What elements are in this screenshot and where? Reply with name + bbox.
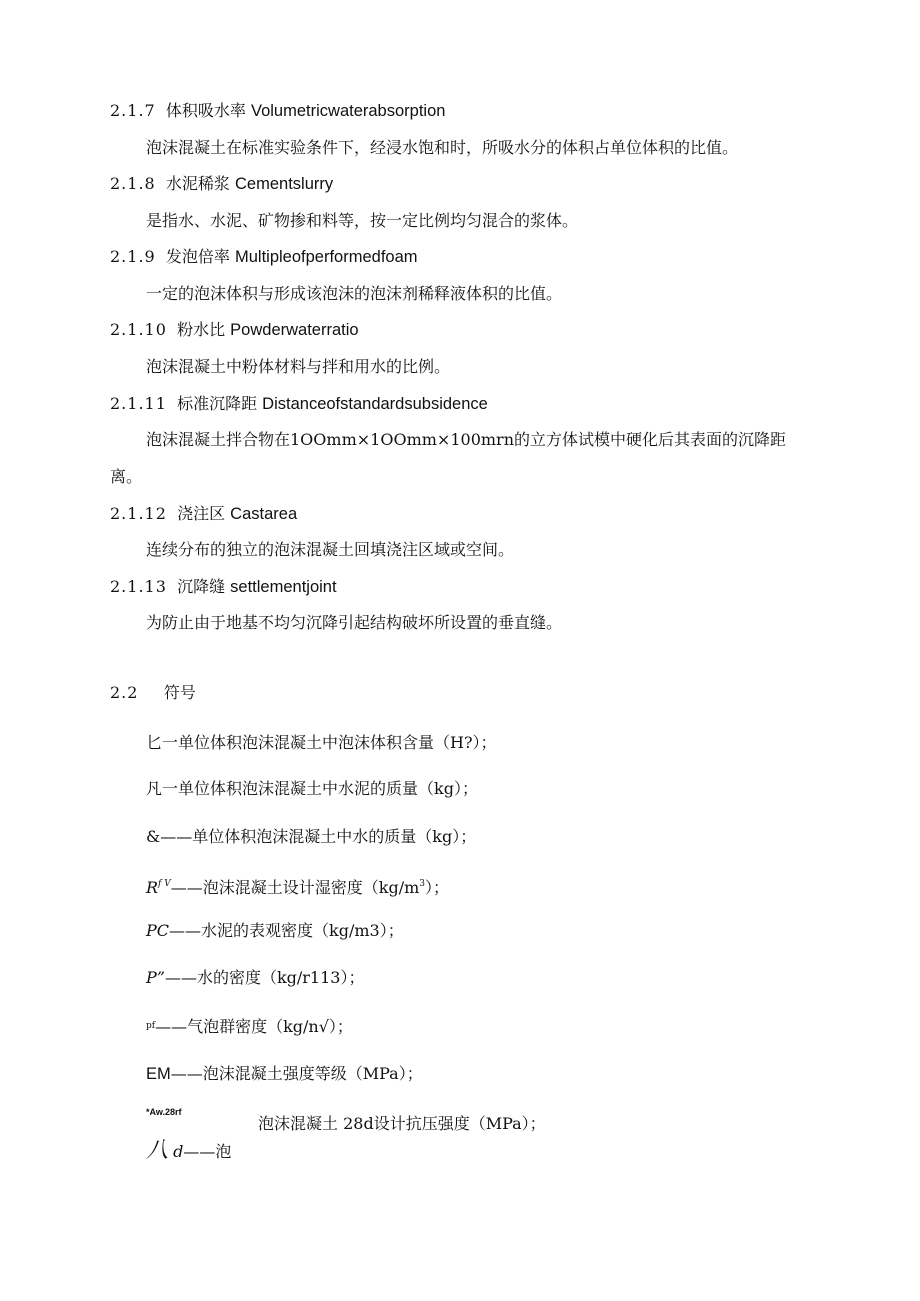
term-definition: 泡沫混凝土中粉体材料与拌和用水的比例。 — [146, 357, 451, 376]
symbol: 凡 — [146, 779, 163, 798]
symbol-description: ——泡沫混凝土设计湿密度（kg∕m — [170, 878, 420, 897]
term-chinese: 体积吸水率 — [165, 101, 246, 120]
term-number: 2.1.8 — [110, 174, 156, 193]
term-english: Distanceofstandardsubsidence — [262, 395, 488, 413]
symbol-description: 一单位体积泡沫混凝土中水泥的质量（kg）； — [162, 779, 478, 798]
term-definition: 一定的泡沫体积与形成该泡沫的泡沫剂稀释液体积的比值。 — [146, 284, 563, 303]
term-number: 2.1.10 — [110, 320, 167, 339]
term-chinese: 水泥稀浆 — [165, 174, 230, 193]
unit-exponent: 3 — [419, 879, 425, 889]
symbol-entry — [146, 1064, 423, 1084]
term-heading — [110, 247, 418, 267]
term-definition: 是指水、水泥、矿物掺和料等，按一定比例均匀混合的浆体。 — [146, 211, 579, 230]
symbol-entry — [146, 733, 497, 753]
symbol: 八 — [146, 1138, 169, 1163]
symbol-entry — [146, 1139, 231, 1164]
symbol-small-label: *Aw.28rf — [146, 1107, 182, 1117]
symbol: EM — [146, 1065, 171, 1083]
term-definition: 为防止由于地基不均匀沉降引起结构破坏所设置的垂直缝。 — [146, 613, 563, 632]
term-definition-continued: 离。 — [110, 467, 143, 486]
symbol-description: ——泡沫混凝土强度等级（MPa）； — [170, 1064, 423, 1083]
symbol: PC — [146, 921, 170, 940]
term-heading — [110, 320, 359, 340]
term-english: Volumetricwaterabsorption — [251, 102, 446, 120]
symbol: pf — [146, 1021, 156, 1031]
symbol-description: ——水的密度（kg∕r113）； — [164, 968, 365, 987]
term-chinese: 浇注区 — [177, 504, 226, 523]
term-number: 2.1.11 — [110, 394, 167, 413]
symbol: 匕 — [146, 733, 163, 752]
symbol-entry — [146, 827, 476, 847]
symbol-entry — [146, 968, 364, 988]
section-number: 2.2 — [110, 683, 139, 702]
symbol-description-tail: ）； — [425, 878, 450, 897]
term-chinese: 沉降缝 — [177, 577, 226, 596]
term-definition: 连续分布的独立的泡沫混凝土回填浇注区域或空间。 — [146, 540, 515, 559]
term-english: settlementjoint — [230, 578, 337, 596]
symbol-entry — [146, 1016, 353, 1037]
symbol: R — [146, 878, 159, 897]
symbol-entry — [146, 921, 404, 941]
term-english: Castarea — [230, 505, 298, 523]
symbol-description: ——气泡群密度（kg∕n√）； — [155, 1017, 353, 1036]
term-chinese: 发泡倍率 — [165, 247, 230, 266]
term-number: 2.1.9 — [110, 247, 156, 266]
section-title: 符号 — [163, 683, 196, 702]
symbol-description: ——单位体积泡沫混凝土中水的质量（kg）； — [160, 827, 477, 846]
symbol-entry — [146, 779, 478, 799]
symbol: & — [146, 827, 161, 846]
symbol: P” — [146, 968, 165, 987]
symbol-description: 泡沫混凝土 28d设计抗压强度（MPa）； — [258, 1114, 546, 1133]
term-chinese: 标准沉降距 — [177, 394, 258, 413]
term-heading — [110, 394, 488, 414]
term-english: Cementslurry — [235, 175, 334, 193]
term-heading — [110, 101, 445, 121]
term-definition: 泡沫混凝土拌合物在1OOmm×1OOmm×100mrn的立方体试模中硬化后其表面的沉降距 — [146, 430, 786, 449]
term-english: Powderwaterratio — [230, 321, 359, 339]
symbol-description: 一单位体积泡沫混凝土中泡沫体积含量（H?）； — [162, 733, 497, 752]
symbol-description-tail: ——泡 — [183, 1142, 232, 1161]
term-number: 2.1.12 — [110, 504, 167, 523]
term-number: 2.1.7 — [110, 101, 156, 120]
term-heading — [110, 504, 297, 524]
symbol-description: ——水泥的表观密度（kg∕m3）； — [169, 921, 404, 940]
term-heading — [110, 577, 337, 597]
term-heading — [110, 174, 333, 194]
symbol-entry — [146, 874, 449, 898]
term-english: Multipleofperformedfoam — [235, 248, 418, 266]
symbol-superscript: f V — [158, 879, 171, 889]
symbol-subscript: d — [173, 1142, 184, 1161]
term-number: 2.1.13 — [110, 577, 167, 596]
section-heading — [110, 683, 196, 703]
term-chinese: 粉水比 — [177, 320, 226, 339]
term-definition: 泡沫混凝土在标准实验条件下，经浸水饱和时，所吸水分的体积占单位体积的比值。 — [146, 138, 739, 157]
